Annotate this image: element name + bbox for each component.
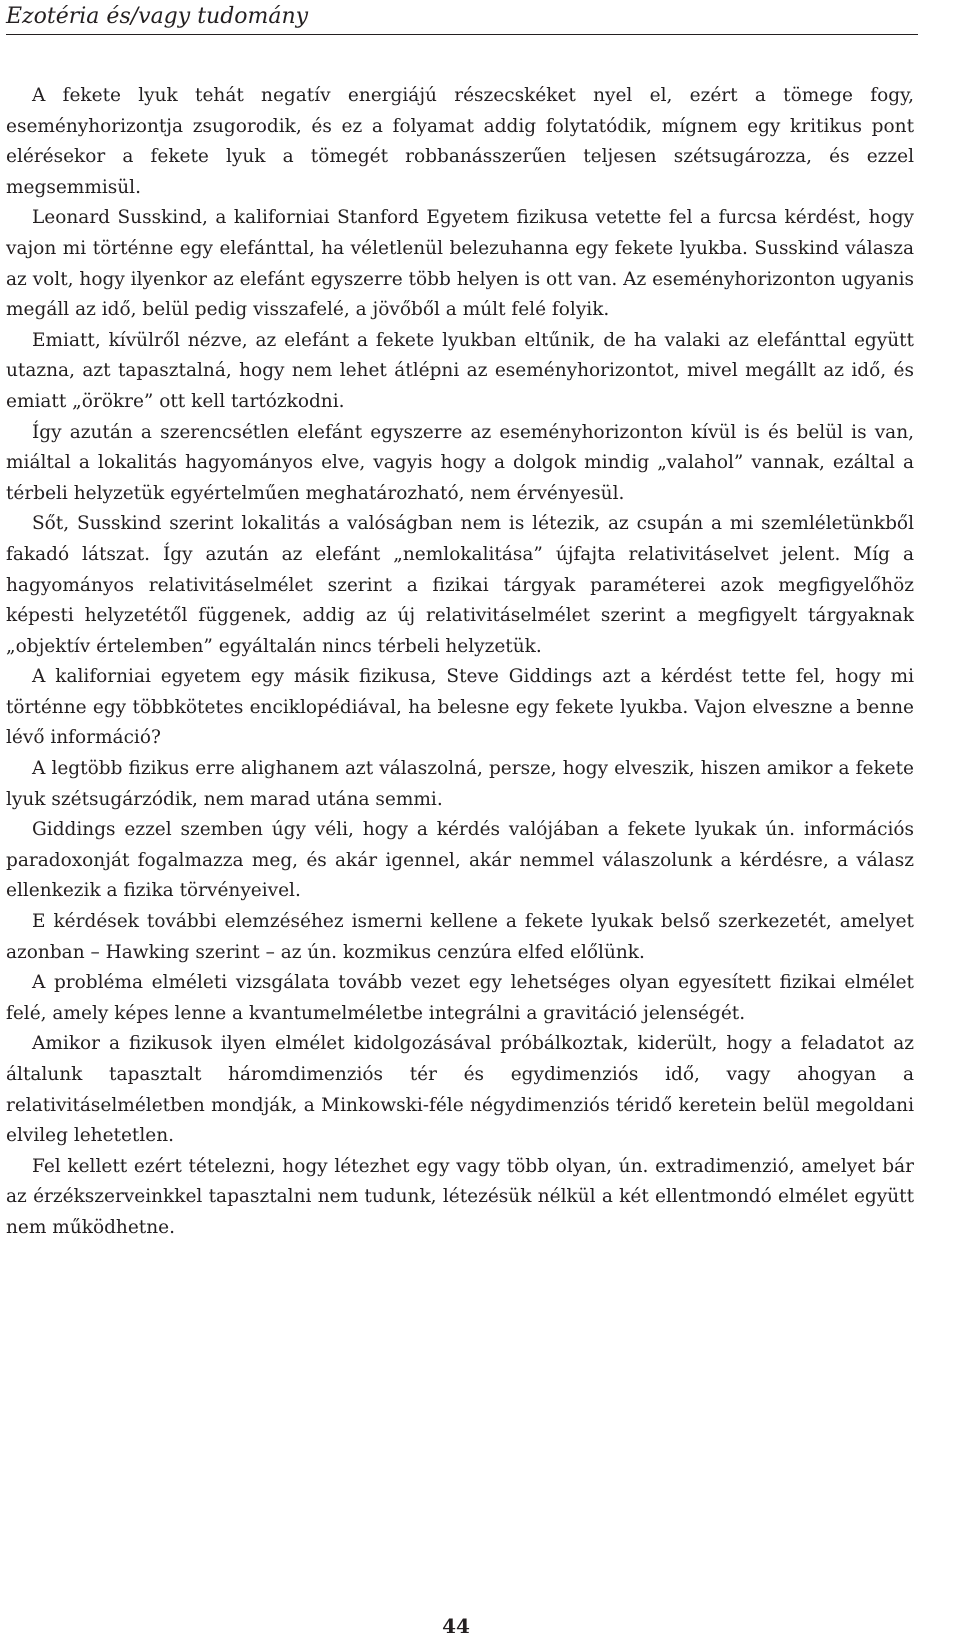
page-number: 44 [442, 1614, 470, 1638]
paragraph: Leonard Susskind, a kaliforniai Stanford Egyetem fizikusa vetette fel a furcsa kérdést, hogy vajon mi történne egy elefánttal, ha véletlenül belezuhanna egy fekete lyukba. Susskind válasza az volt, hogy ilyenkor az elefánt egyszerre több helyen is ott van. Az eseményhorizonton ugyanis megáll az idő, belül pedig visszafelé, a jövőből a múlt felé folyik. [6, 207, 914, 321]
paragraph: Fel kellett ezért tételezni, hogy létezhet egy vagy több olyan, ún. extradimenzió, amelyet bár az érzékszerveinkkel tapasztalni nem tudunk, létezésük nélkül a két ellentmondó elmélet együtt nem működhetne. [6, 1155, 914, 1238]
paragraph: Így azután a szerencsétlen elefánt egyszerre az eseményhorizonton kívül is és belül is van, miáltal a lokalitás hagyományos elve, vagyis hogy a dolgok mindig „valahol” vannak, ezáltal a térbeli helyzetük egyértelműen meghatározható, nem érvényesül. [6, 421, 914, 504]
paragraph: E kérdések további elemzéséhez ismerni kellene a fekete lyukak belső szerkezetét, amelyet azonban – Hawking szerint – az ún. kozmikus cenzúra elfed előlünk. [6, 911, 914, 963]
paragraph: Emiatt, kívülről nézve, az elefánt a fekete lyukban eltűnik, de ha valaki az elefánttal együtt utazna, azt tapasztalná, hogy nem lehet átlépni az eseményhorizontot, mivel megállt az idő, és emiatt „örökre” ott kell tartózkodni. [6, 329, 914, 412]
paragraph: A fekete lyuk tehát negatív energiájú részecskéket nyel el, ezért a tömege fogy, eseményhorizontja zsugorodik, és ez a folyamat addig folytatódik, mígnem egy kritikus pont elérésekor a fekete lyuk a tömegét robbanásszerűen teljesen szétsugározza, és ezzel megsemmisül. [6, 85, 914, 198]
body-text [6, 81, 914, 1244]
paragraph: Giddings ezzel szemben úgy véli, hogy a kérdés valójában a fekete lyukak ún. információs paradoxonját fogalmazza meg, és akár igennel, akár nemmel válaszolunk a kérdésre, a válasz ellenkezik a fizika törvényeivel. [6, 819, 914, 902]
paragraph: Amikor a fizikusok ilyen elmélet kidolgozásával próbálkoztak, kiderült, hogy a feladatot az általunk tapasztalt háromdimenziós tér és egydimenziós idő, vagy ahogyan a relativitáselméletben mondják, a Minkowski-féle négydimenziós téridő keretein belül megoldani elvileg lehetetlen. [6, 1033, 914, 1147]
paragraph: A kaliforniai egyetem egy másik fizikusa, Steve Giddings azt a kérdést tette fel, hogy mi történne egy többkötetes enciklopédiával, ha belesne egy fekete lyukba. Vajon elveszne a benne lévő információ? [6, 666, 914, 749]
paragraph: Sőt, Susskind szerint lokalitás a valóságban nem is létezik, az csupán a mi szemléletünkből fakadó látszat. Így azután az elefánt „nemlokalitása” újfajta relativitáselvet jelent. Míg a hagyományos relativitáselmélet szerint a fizikai tárgyak paraméterei azok megfigyelőhöz képesti helyzetétől függenek, addig az új relativitáselmélet szerint a megfigyelt tárgyaknak „objektív értelemben” egyáltalán nincs térbeli helyzetük. [6, 513, 914, 657]
header-divider [6, 34, 918, 35]
running-header: Ezotéria és/vagy tudomány [6, 4, 309, 29]
paragraph: A probléma elméleti vizsgálata tovább vezet egy lehetséges olyan egyesített fizikai elmélet felé, amely képes lenne a kvantumelméletbe integrálni a gravitáció jelenségét. [6, 972, 914, 1024]
paragraph: A legtöbb fizikus erre alighanem azt válaszolná, persze, hogy elveszik, hiszen amikor a fekete lyuk szétsugárzódik, nem marad utána semmi. [6, 758, 914, 810]
